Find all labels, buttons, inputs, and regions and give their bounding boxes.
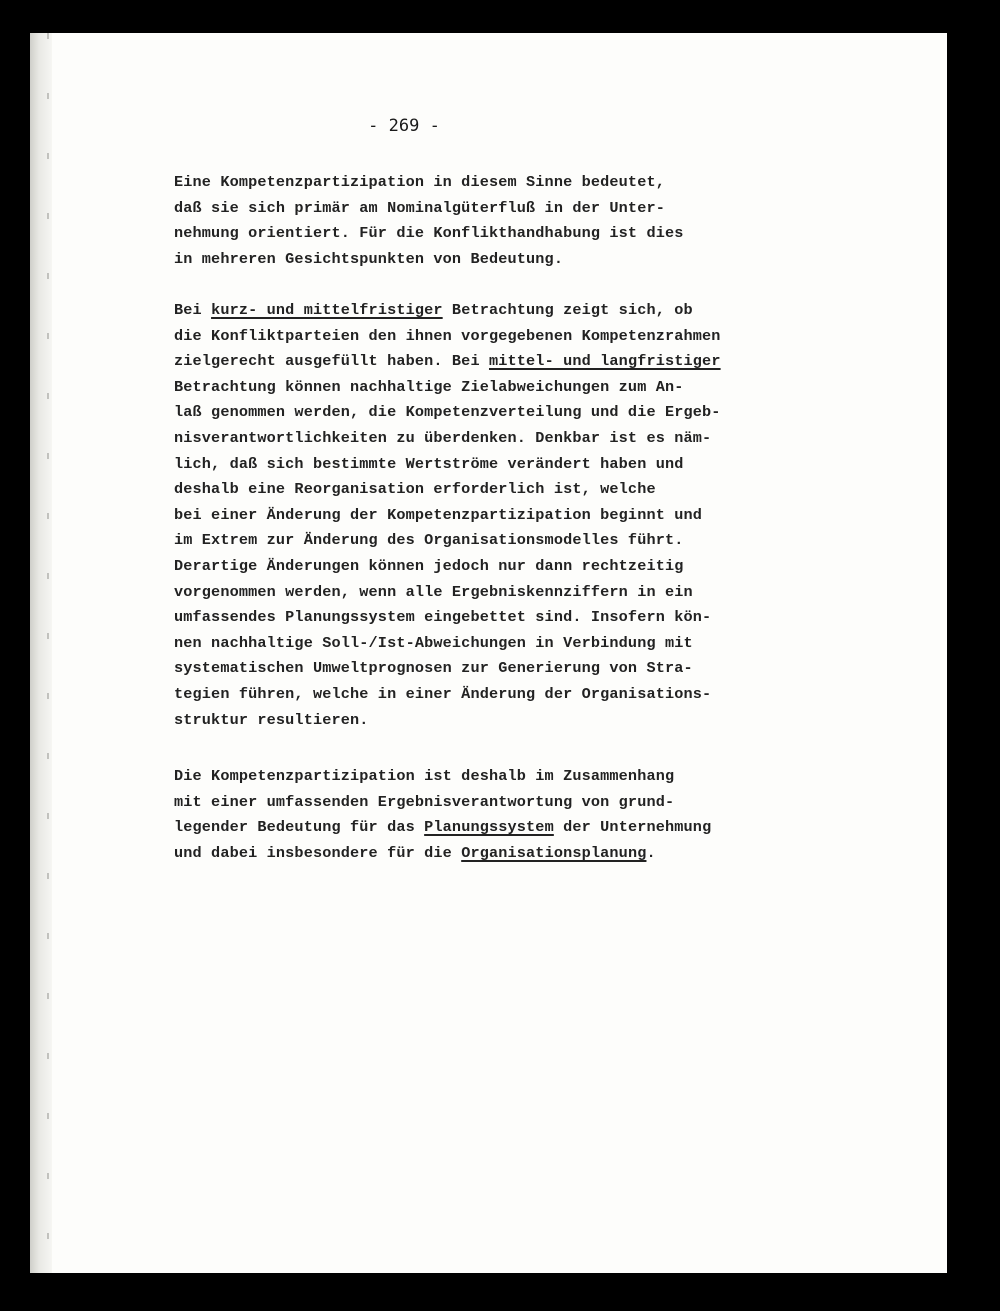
text-line (174, 477, 814, 503)
text-segment: struktur resultieren. (174, 710, 369, 729)
text-line (174, 605, 814, 631)
text-segment: legender Bedeutung für das (174, 818, 425, 837)
text-segment: mit einer umfassenden Ergebnisverantwortung von grund- (174, 792, 675, 811)
document-page (30, 33, 947, 1273)
binding-perforation (47, 33, 49, 1273)
text-line (174, 631, 814, 657)
text-line (174, 196, 814, 222)
text-line (174, 349, 814, 375)
text-segment: Bei (174, 301, 212, 319)
text-line (174, 426, 814, 452)
text-segment: Die Kompetenzpartizipation ist deshalb im Zusammenhang (174, 767, 675, 785)
text-line (174, 375, 814, 401)
text-segment: . (646, 843, 656, 862)
underlined-term: Planungssystem (424, 818, 554, 837)
text-segment: lich, daß sich bestimmte Wertströme verändert haben und (174, 454, 684, 473)
text-segment: in mehreren Gesichtspunkten von Bedeutung. (174, 249, 564, 268)
text-segment: zielgerecht ausgefüllt haben. Bei (174, 352, 489, 371)
underlined-term: kurz- und mittelfristiger (211, 301, 443, 319)
underlined-term: Organisationsplanung (461, 843, 647, 862)
text-line (174, 841, 814, 867)
paragraph-3 (174, 764, 814, 866)
text-line (174, 452, 814, 478)
text-segment: die Konfliktparteien den ihnen vorgegebenen Kompetenzrahmen (174, 326, 721, 345)
text-line (174, 554, 814, 580)
text-segment: Eine Kompetenzpartizipation in diesem Sinne bedeutet, (174, 173, 665, 191)
text-segment: nehmung orientiert. Für die Konflikthandhabung ist dies (174, 224, 684, 243)
text-line (174, 656, 814, 682)
text-line (174, 528, 814, 554)
text-line (174, 790, 814, 816)
text-segment: systematischen Umweltprognosen zur Generierung von Stra- (174, 659, 693, 678)
text-line (174, 170, 814, 196)
underlined-term: mittel- und langfristiger (488, 352, 721, 371)
text-line (174, 400, 814, 426)
text-segment: im Extrem zur Änderung des Organisationsmodelles führt. (174, 531, 684, 550)
text-segment: und dabei insbesondere für die (174, 843, 462, 862)
text-line (174, 298, 814, 324)
text-segment: vorgenommen werden, wenn alle Ergebniskennziffern in ein (174, 582, 693, 601)
text-segment: bei einer Änderung der Kompetenzpartizipation beginnt und (174, 505, 703, 524)
text-line (174, 708, 814, 734)
text-segment: umfassendes Planungssystem eingebettet sind. Insofern kön- (174, 608, 712, 627)
text-line (174, 503, 814, 529)
text-segment: tegien führen, welche in einer Änderung der Organisations- (174, 684, 712, 703)
text-segment: Betrachtung zeigt sich, ob (442, 301, 693, 319)
text-segment: nisverantwortlichkeiten zu überdenken. Denkbar ist es näm- (174, 428, 712, 447)
text-segment: daß sie sich primär am Nominalgüterfluß in der Unter- (174, 198, 665, 217)
text-segment: laß genommen werden, die Kompetenzverteilung und die Ergeb- (174, 403, 721, 422)
text-line (174, 764, 814, 790)
paragraph-2 (174, 298, 814, 733)
text-segment: der Unternehmung (553, 818, 712, 837)
page-number: - 269 - (368, 116, 440, 136)
text-line (174, 580, 814, 606)
text-line (174, 682, 814, 708)
text-segment: Betrachtung können nachhaltige Zielabweichungen zum An- (174, 377, 684, 396)
text-segment: deshalb eine Reorganisation erforderlich ist, welche (174, 480, 656, 499)
text-line (174, 324, 814, 350)
text-segment: Derartige Änderungen können jedoch nur dann rechtzeitig (174, 556, 684, 575)
text-segment: nen nachhaltige Soll-/Ist-Abweichungen in Verbindung mit (174, 633, 693, 652)
text-line (174, 247, 814, 273)
paragraph-1 (174, 170, 814, 272)
text-line (174, 815, 814, 841)
text-line (174, 221, 814, 247)
